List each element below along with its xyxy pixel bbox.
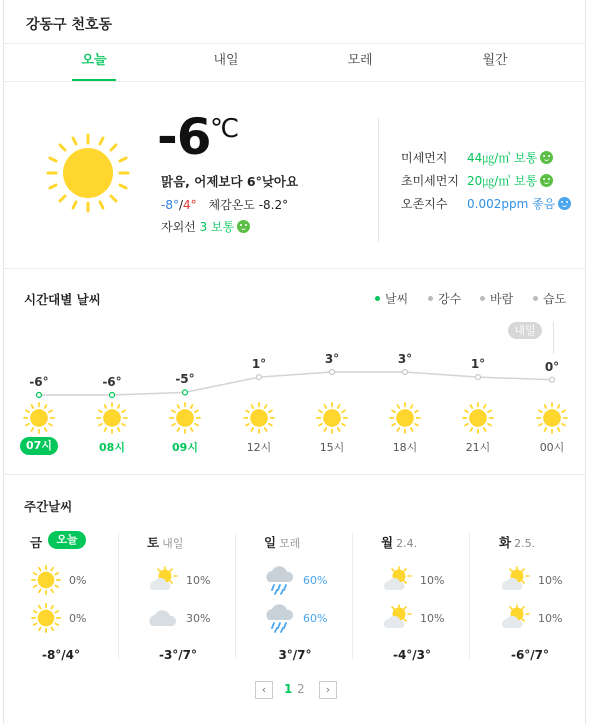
precip-chance: 0%	[69, 612, 87, 625]
hourly-time: 18시	[392, 441, 418, 454]
feels-like-value: -8.2°	[258, 198, 289, 212]
tab-today[interactable]: 오늘	[54, 44, 134, 81]
column-divider	[469, 533, 470, 659]
next-page-button[interactable]: ›	[319, 681, 337, 699]
weekday-name: 월	[381, 535, 394, 550]
precip-chance: 0%	[69, 574, 87, 587]
air-label: 초미세먼지	[401, 174, 459, 188]
temp-point	[257, 375, 262, 380]
air-label: 미세먼지	[401, 151, 448, 165]
legend-label: 습도	[543, 292, 567, 306]
hourly-time: 21시	[465, 441, 491, 454]
tomorrow-marker: 내일	[508, 322, 542, 339]
precip-chance: 10%	[420, 574, 445, 587]
weekday-label	[499, 533, 535, 551]
precip-chance: 60%	[303, 612, 328, 625]
page-2[interactable]: 2	[297, 682, 305, 696]
rain-icon	[264, 564, 296, 596]
air-value: 44㎍/㎥ 보통	[467, 151, 538, 165]
tab-monthly[interactable]: 월간	[482, 53, 508, 68]
hourly-temp: -6°	[29, 375, 49, 389]
hourly-temp: 0°	[544, 359, 560, 374]
weekday-name: 일	[264, 535, 277, 550]
precip-chance: 10%	[420, 612, 445, 625]
low-temp: -8°	[161, 198, 179, 212]
air-label: 오존지수	[401, 197, 448, 211]
weather-widget	[3, 0, 586, 724]
temp-point	[37, 393, 42, 398]
temp-point	[550, 377, 555, 382]
low-high-separator: /	[178, 198, 184, 212]
weekday-date: 2.4.	[396, 537, 418, 550]
sun-icon	[22, 401, 56, 435]
today-badge: 오늘	[48, 531, 86, 549]
hourly-title: 시간대별 날씨	[24, 292, 101, 307]
sun-icon	[315, 401, 349, 435]
legend-label: 바람	[490, 292, 514, 306]
weekday-date: 모레	[279, 537, 301, 550]
weekday-label	[147, 533, 183, 551]
temperature-unit: ℃	[210, 114, 240, 144]
precip-chance: 30%	[186, 612, 211, 625]
sun-icon	[168, 401, 202, 435]
sun-icon	[242, 401, 276, 435]
high-temp: 4°	[183, 198, 197, 212]
feels-like-label: 체감온도	[208, 198, 255, 212]
precip-chance: 10%	[538, 612, 563, 625]
weekday-name: 화	[499, 535, 512, 550]
hourly-time: 00시	[539, 441, 565, 454]
air-value: 20㎍/㎥ 보통	[467, 174, 538, 188]
weekday-label	[381, 533, 417, 551]
prev-page-button[interactable]: ‹	[255, 681, 273, 699]
daily-low-high: -3°/7°	[158, 648, 198, 662]
sun-icon	[30, 564, 62, 596]
column-divider	[118, 533, 119, 659]
sun-icon	[461, 401, 495, 435]
hourly-temp: -6°	[102, 375, 122, 389]
partly-cloudy-icon	[499, 564, 531, 596]
hourly-time: 09시	[172, 441, 198, 454]
daily-low-high: -4°/3°	[392, 648, 432, 662]
daily-low-high: -6°/7°	[510, 648, 550, 662]
hourly-temp: -5°	[175, 372, 195, 387]
rain-icon	[264, 602, 296, 634]
daily-low-high: 3°/7°	[278, 648, 312, 662]
current-temperature: -6	[157, 108, 211, 166]
tab-day-after[interactable]: 모레	[347, 53, 373, 68]
sun-icon	[535, 401, 569, 435]
hourly-temp: 1°	[251, 357, 267, 372]
partly-cloudy-icon	[381, 602, 413, 634]
daily-low-high: -8°/4°	[41, 648, 81, 662]
hourly-temp: 1°	[470, 357, 486, 372]
hourly-time: 07시	[20, 437, 58, 455]
air-value: 0.002ppm 좋음	[467, 197, 556, 211]
location-title[interactable]: 강동구 천호동	[26, 17, 113, 33]
weekly-title: 주간날씨	[24, 499, 73, 514]
weekday-name: 토	[147, 535, 160, 550]
sun-icon	[388, 401, 422, 435]
hourly-temp: 3°	[324, 352, 340, 366]
hourly-temp-line	[4, 0, 587, 470]
weekday-date: 내일	[162, 537, 184, 550]
sun-icon	[95, 401, 129, 435]
hourly-time: 08시	[99, 441, 125, 454]
temp-point	[110, 393, 115, 398]
weekday-date: 2.5.	[514, 537, 536, 550]
column-divider	[352, 533, 353, 659]
partly-cloudy-icon	[147, 564, 179, 596]
temp-point	[183, 390, 188, 395]
legend-label: 강수	[438, 292, 462, 306]
sun-icon	[30, 602, 62, 634]
precip-chance: 10%	[538, 574, 563, 587]
hourly-time: 12시	[246, 441, 272, 454]
column-divider	[235, 533, 236, 659]
temp-point	[403, 370, 408, 375]
partly-cloudy-icon	[499, 602, 531, 634]
tab-tomorrow[interactable]: 내일	[213, 53, 239, 68]
temp-point	[330, 370, 335, 375]
weekday-label	[30, 533, 42, 551]
weather-summary: 맑음, 어제보다 6°낮아요	[161, 174, 299, 189]
hourly-time: 15시	[319, 441, 345, 454]
temp-point	[476, 375, 481, 380]
partly-cloudy-icon	[381, 564, 413, 596]
uv-value: 3 보통	[199, 220, 235, 234]
legend-label: 날씨	[385, 292, 409, 306]
page-1[interactable]: 1	[284, 682, 293, 696]
cloud-icon	[147, 602, 179, 634]
precip-chance: 10%	[186, 574, 211, 587]
divider	[4, 474, 585, 475]
precip-chance: 60%	[303, 574, 328, 587]
weekday-name: 금	[30, 535, 43, 550]
hourly-temp: 3°	[397, 352, 413, 366]
uv-label: 자외선	[161, 220, 196, 234]
pagination	[4, 681, 585, 699]
weekday-label	[264, 533, 300, 551]
